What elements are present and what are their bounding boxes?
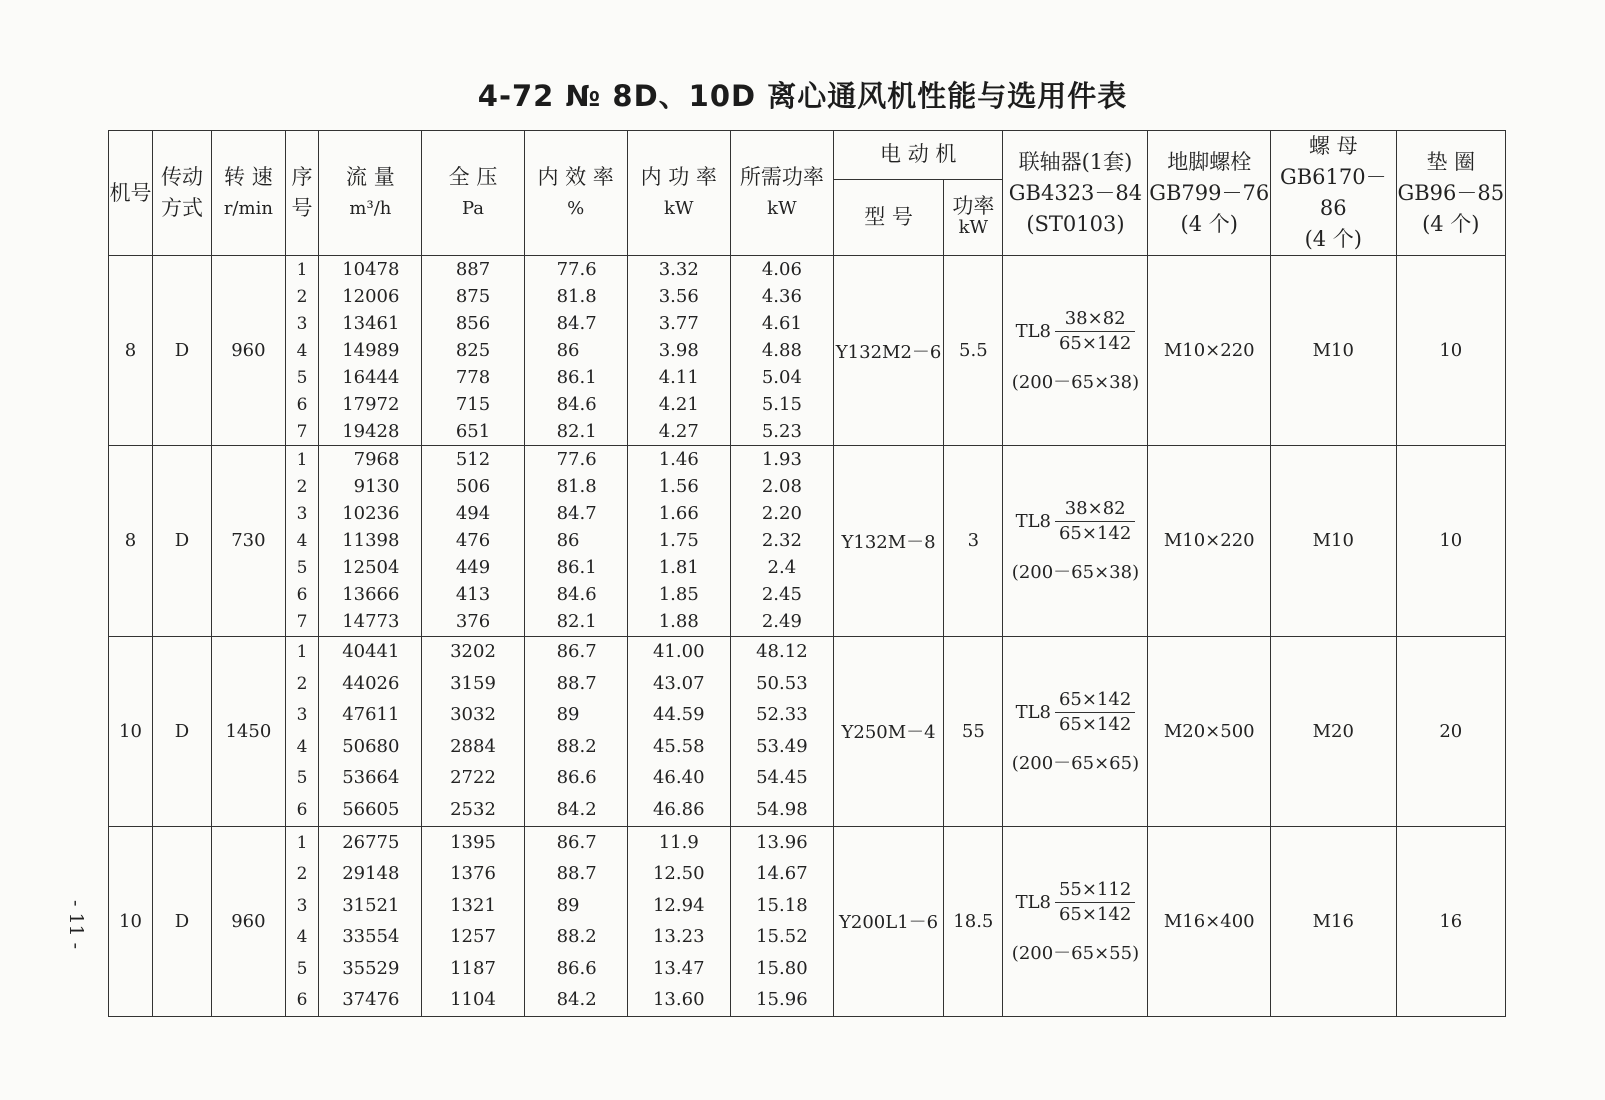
cell-power-value: 1.66 xyxy=(658,502,699,524)
cell-flow xyxy=(319,446,422,636)
cell-anchor-bolt xyxy=(1148,636,1271,826)
header-speed: 转 速 r/min xyxy=(212,131,286,256)
cell-required-power-value: 4.61 xyxy=(761,312,802,334)
cell-seq-value: 3 xyxy=(296,895,308,916)
cell-drive-value: D xyxy=(174,340,190,362)
cell-coupling xyxy=(1003,446,1148,636)
cell-seq xyxy=(285,446,319,636)
header-nut: 螺 母 GB6170－86 (4 个) xyxy=(1270,131,1396,256)
cell-flow xyxy=(319,256,422,446)
cell-pressure-value: 2884 xyxy=(450,735,496,757)
cell-power-value: 11.9 xyxy=(658,831,699,853)
cell-required-power xyxy=(730,446,833,636)
table-row xyxy=(109,446,1506,636)
coupling-type: TL8 xyxy=(1015,891,1051,913)
cell-seq xyxy=(285,636,319,826)
cell-efficiency-value: 88.2 xyxy=(556,735,597,757)
cell-flow-value: 14773 xyxy=(342,610,400,632)
cell-nut xyxy=(1270,256,1396,446)
cell-required-power-value: 2.45 xyxy=(761,583,802,605)
cell-power-value: 43.07 xyxy=(652,672,705,694)
cell-power-value: 13.47 xyxy=(652,957,705,979)
cell-pressure-value: 887 xyxy=(455,258,491,280)
cell-pressure-value: 1104 xyxy=(450,989,496,1011)
cell-nut xyxy=(1270,636,1396,826)
cell-power-value: 1.85 xyxy=(658,583,699,605)
header-motor-model: 型 号 xyxy=(833,179,943,255)
cell-flow-value: 19428 xyxy=(342,420,400,442)
cell-seq-value: 7 xyxy=(296,421,308,442)
cell-efficiency-value: 86 xyxy=(556,529,580,551)
cell-flow-value: 56605 xyxy=(342,798,400,820)
cell-coupling xyxy=(1003,256,1148,446)
cell-anchor-bolt-value: M10×220 xyxy=(1163,530,1255,552)
cell-efficiency-value: 86.1 xyxy=(556,556,597,578)
cell-motor-power-value: 55 xyxy=(961,720,985,742)
table-row xyxy=(109,256,1506,446)
cell-power-value: 1.46 xyxy=(658,448,699,470)
cell-pressure-value: 1395 xyxy=(450,831,496,853)
cell-required-power-value: 15.52 xyxy=(756,926,808,948)
cell-machine-no-value: 8 xyxy=(124,340,137,362)
cell-motor-model-value: Y132M2－6 xyxy=(835,341,942,363)
cell-motor-model xyxy=(833,636,943,826)
cell-motor-model-value: Y132M－8 xyxy=(841,531,936,553)
cell-flow-value: 9130 xyxy=(353,475,400,497)
coupling-type: TL8 xyxy=(1015,701,1051,723)
cell-seq-value: 6 xyxy=(296,394,308,415)
cell-drive xyxy=(152,256,211,446)
cell-pressure xyxy=(422,826,524,1016)
cell-power-value: 12.94 xyxy=(652,894,705,916)
cell-required-power-value: 13.96 xyxy=(756,831,808,853)
cell-motor-power xyxy=(944,446,1003,636)
header-flow: 流 量 m³/h xyxy=(319,131,422,256)
header-coupling: 联轴器(1套) GB4323－84 (ST0103) xyxy=(1003,131,1148,256)
cell-drive-value: D xyxy=(174,720,190,742)
cell-required-power-value: 5.23 xyxy=(761,420,802,442)
cell-motor-model xyxy=(833,256,943,446)
cell-motor-model-value: Y250M－4 xyxy=(841,722,936,744)
cell-required-power-value: 4.36 xyxy=(761,285,802,307)
cell-required-power-value: 5.15 xyxy=(761,393,802,415)
cell-pressure-value: 449 xyxy=(455,556,491,578)
coupling-extra: (200－65×65) xyxy=(1011,752,1140,774)
cell-power-value: 3.56 xyxy=(658,285,699,307)
cell-seq-value: 2 xyxy=(296,286,308,307)
cell-required-power-value: 54.45 xyxy=(756,767,808,789)
cell-efficiency xyxy=(524,826,627,1016)
cell-pressure-value: 413 xyxy=(455,583,491,605)
cell-power-value: 46.86 xyxy=(652,798,705,820)
coupling-denominator: 65×142 xyxy=(1058,713,1132,735)
cell-pressure-value: 778 xyxy=(455,366,491,388)
cell-power-value: 1.88 xyxy=(658,610,699,632)
page-title: 4-72 № 8D、10D 离心通风机性能与选用件表 xyxy=(477,79,1128,113)
cell-speed xyxy=(212,636,286,826)
cell-flow-value: 33554 xyxy=(342,926,400,948)
cell-efficiency-value: 86.7 xyxy=(556,831,597,853)
cell-required-power xyxy=(730,256,833,446)
cell-washer xyxy=(1396,256,1505,446)
cell-efficiency xyxy=(524,446,627,636)
cell-efficiency-value: 86.7 xyxy=(556,641,597,663)
cell-pressure-value: 494 xyxy=(455,502,491,524)
cell-motor-power xyxy=(944,256,1003,446)
cell-efficiency-value: 84.6 xyxy=(556,393,597,415)
cell-motor-power-value: 18.5 xyxy=(953,910,994,932)
cell-washer xyxy=(1396,636,1505,826)
cell-pressure-value: 506 xyxy=(455,475,491,497)
cell-efficiency-value: 86.6 xyxy=(556,957,597,979)
cell-speed-value: 960 xyxy=(231,910,266,932)
cell-seq-value: 1 xyxy=(296,449,308,470)
cell-speed-value: 1450 xyxy=(225,720,272,742)
cell-power xyxy=(627,636,730,826)
cell-power xyxy=(627,256,730,446)
cell-motor-model xyxy=(833,826,943,1016)
cell-seq-value: 2 xyxy=(296,864,308,885)
cell-flow-value: 11398 xyxy=(342,529,400,551)
coupling-fraction xyxy=(1055,497,1135,546)
cell-coupling xyxy=(1003,636,1148,826)
cell-power-value: 1.56 xyxy=(658,475,699,497)
cell-flow-value: 37476 xyxy=(342,989,400,1011)
cell-drive-value: D xyxy=(174,530,190,552)
cell-seq-value: 1 xyxy=(296,832,308,853)
cell-flow-value: 35529 xyxy=(342,957,400,979)
cell-seq-value: 6 xyxy=(296,799,308,820)
header-motor: 电 动 机 xyxy=(833,131,1003,180)
cell-speed xyxy=(212,826,286,1016)
cell-washer-value: 10 xyxy=(1439,340,1463,362)
cell-nut-value: M10 xyxy=(1312,340,1354,362)
cell-required-power-value: 2.4 xyxy=(767,556,797,578)
cell-efficiency-value: 77.6 xyxy=(556,448,597,470)
cell-washer xyxy=(1396,446,1505,636)
cell-pressure-value: 875 xyxy=(455,285,491,307)
cell-efficiency-value: 86.1 xyxy=(556,366,597,388)
cell-machine-no-value: 10 xyxy=(119,910,142,932)
cell-pressure-value: 651 xyxy=(455,420,491,442)
cell-required-power-value: 5.04 xyxy=(761,366,802,388)
cell-nut-value: M16 xyxy=(1312,910,1354,932)
cell-drive xyxy=(152,446,211,636)
header-power: 内 功 率 kW xyxy=(627,131,730,256)
cell-required-power-value: 4.88 xyxy=(761,339,802,361)
cell-pressure-value: 1321 xyxy=(450,894,496,916)
cell-power-value: 1.75 xyxy=(658,529,699,551)
header-washer: 垫 圈 GB96－85 (4 个) xyxy=(1396,131,1505,256)
cell-seq-value: 4 xyxy=(296,736,308,757)
cell-flow-value: 50680 xyxy=(342,735,400,757)
coupling-type: TL8 xyxy=(1015,511,1051,533)
cell-power xyxy=(627,446,730,636)
cell-seq xyxy=(285,256,319,446)
coupling-numerator: 38×82 xyxy=(1055,497,1135,522)
cell-speed xyxy=(212,256,286,446)
cell-flow xyxy=(319,826,422,1016)
cell-seq-value: 2 xyxy=(296,476,308,497)
cell-power-value: 4.11 xyxy=(658,366,699,388)
cell-power-value: 3.98 xyxy=(658,339,699,361)
cell-nut-value: M10 xyxy=(1312,530,1354,552)
cell-pressure xyxy=(422,256,524,446)
coupling-fraction xyxy=(1055,688,1135,737)
coupling-numerator: 55×112 xyxy=(1055,878,1135,903)
cell-speed-value: 960 xyxy=(231,340,266,362)
cell-anchor-bolt xyxy=(1148,256,1271,446)
cell-flow-value: 14989 xyxy=(342,339,400,361)
cell-efficiency-value: 88.7 xyxy=(556,863,597,885)
cell-required-power-value: 50.53 xyxy=(756,672,808,694)
coupling-extra: (200－65×55) xyxy=(1011,942,1140,964)
cell-power-value: 12.50 xyxy=(652,863,705,885)
cell-efficiency-value: 84.2 xyxy=(556,798,597,820)
cell-flow-value: 13666 xyxy=(342,583,400,605)
cell-efficiency xyxy=(524,256,627,446)
cell-required-power-value: 48.12 xyxy=(756,641,808,663)
cell-power-value: 4.21 xyxy=(658,393,699,415)
cell-flow-value: 12006 xyxy=(342,285,400,307)
cell-washer xyxy=(1396,826,1505,1016)
cell-efficiency-value: 84.7 xyxy=(556,502,597,524)
cell-required-power-value: 2.08 xyxy=(761,475,802,497)
cell-flow-value: 47611 xyxy=(342,704,400,726)
coupling-fraction xyxy=(1055,307,1135,356)
cell-washer-value: 16 xyxy=(1439,910,1463,932)
cell-pressure-value: 856 xyxy=(455,312,491,334)
coupling-numerator: 65×142 xyxy=(1055,688,1135,713)
cell-pressure-value: 476 xyxy=(455,529,491,551)
cell-anchor-bolt-value: M16×400 xyxy=(1163,910,1255,932)
cell-flow-value: 44026 xyxy=(342,672,400,694)
cell-speed-value: 730 xyxy=(231,530,266,552)
cell-coupling xyxy=(1003,826,1148,1016)
cell-flow-value: 13461 xyxy=(342,312,400,334)
cell-power-value: 46.40 xyxy=(652,767,705,789)
cell-required-power-value: 52.33 xyxy=(756,704,808,726)
cell-pressure-value: 376 xyxy=(455,610,491,632)
cell-washer-value: 20 xyxy=(1439,720,1463,742)
cell-anchor-bolt xyxy=(1148,446,1271,636)
cell-motor-power-value: 3 xyxy=(967,530,980,552)
cell-power-value: 3.77 xyxy=(658,312,699,334)
cell-required-power-value: 54.98 xyxy=(756,798,808,820)
cell-pressure-value: 2532 xyxy=(450,798,496,820)
cell-seq-value: 3 xyxy=(296,503,308,524)
cell-seq xyxy=(285,826,319,1016)
cell-seq-value: 5 xyxy=(296,367,308,388)
cell-speed xyxy=(212,446,286,636)
cell-anchor-bolt xyxy=(1148,826,1271,1016)
cell-seq-value: 5 xyxy=(296,958,308,979)
cell-seq-value: 2 xyxy=(296,673,308,694)
cell-seq-value: 7 xyxy=(296,611,308,632)
header-machine-no: 机号 xyxy=(109,131,153,256)
table-row xyxy=(109,826,1506,1016)
cell-pressure xyxy=(422,636,524,826)
cell-pressure-value: 3032 xyxy=(450,704,496,726)
cell-flow-value: 53664 xyxy=(342,767,400,789)
header-required-power: 所需功率 kW xyxy=(730,131,833,256)
cell-efficiency-value: 88.2 xyxy=(556,926,597,948)
cell-machine-no xyxy=(109,636,153,826)
cell-efficiency-value: 86.6 xyxy=(556,767,597,789)
cell-required-power-value: 15.96 xyxy=(756,989,808,1011)
cell-power-value: 41.00 xyxy=(652,641,705,663)
cell-drive xyxy=(152,826,211,1016)
coupling-extra: (200－65×38) xyxy=(1011,372,1140,394)
cell-flow-value: 7968 xyxy=(353,448,400,470)
page-number: - 11 - xyxy=(65,900,87,950)
coupling-fraction xyxy=(1055,878,1135,927)
cell-required-power-value: 2.49 xyxy=(761,610,802,632)
cell-motor-model-value: Y200L1－6 xyxy=(839,912,939,934)
cell-flow-value: 29148 xyxy=(342,863,400,885)
cell-pressure-value: 715 xyxy=(455,393,491,415)
cell-seq-value: 5 xyxy=(296,768,308,789)
cell-seq-value: 6 xyxy=(296,990,308,1011)
coupling-denominator: 65×142 xyxy=(1058,333,1132,355)
cell-machine-no xyxy=(109,446,153,636)
cell-flow-value: 17972 xyxy=(342,393,400,415)
cell-power-value: 1.81 xyxy=(658,556,699,578)
cell-pressure-value: 512 xyxy=(455,448,491,470)
cell-flow-value: 26775 xyxy=(342,831,400,853)
cell-required-power-value: 2.32 xyxy=(761,529,802,551)
cell-power-value: 3.32 xyxy=(658,258,699,280)
cell-efficiency xyxy=(524,636,627,826)
cell-seq-value: 1 xyxy=(296,642,308,663)
cell-required-power-value: 15.80 xyxy=(756,957,808,979)
cell-power-value: 44.59 xyxy=(652,704,705,726)
cell-required-power xyxy=(730,636,833,826)
cell-flow-value: 10236 xyxy=(342,502,400,524)
cell-seq-value: 4 xyxy=(296,340,308,361)
cell-efficiency-value: 77.6 xyxy=(556,258,597,280)
cell-pressure-value: 1376 xyxy=(450,863,496,885)
cell-motor-power xyxy=(944,636,1003,826)
cell-pressure-value: 2722 xyxy=(450,767,496,789)
cell-nut xyxy=(1270,826,1396,1016)
cell-required-power-value: 15.18 xyxy=(756,894,808,916)
cell-efficiency-value: 84.7 xyxy=(556,312,597,334)
cell-efficiency-value: 81.8 xyxy=(556,475,597,497)
cell-seq-value: 4 xyxy=(296,927,308,948)
header-pressure: 全 压 Pa xyxy=(422,131,524,256)
cell-required-power-value: 4.06 xyxy=(761,258,802,280)
cell-pressure-value: 3159 xyxy=(450,672,496,694)
cell-required-power-value: 1.93 xyxy=(761,448,802,470)
cell-drive-value: D xyxy=(174,910,190,932)
cell-required-power-value: 14.67 xyxy=(756,863,808,885)
cell-machine-no xyxy=(109,256,153,446)
cell-required-power xyxy=(730,826,833,1016)
coupling-type: TL8 xyxy=(1015,321,1051,343)
cell-pressure xyxy=(422,446,524,636)
cell-efficiency-value: 84.2 xyxy=(556,989,597,1011)
cell-efficiency-value: 84.6 xyxy=(556,583,597,605)
cell-pressure-value: 1187 xyxy=(450,957,496,979)
cell-required-power-value: 53.49 xyxy=(756,735,808,757)
cell-efficiency-value: 86 xyxy=(556,339,580,361)
cell-seq-value: 6 xyxy=(296,584,308,605)
header-efficiency: 内 效 率 % xyxy=(524,131,627,256)
header-anchor-bolt: 地脚螺栓 GB799－76 (4 个) xyxy=(1148,131,1271,256)
cell-motor-model xyxy=(833,446,943,636)
header-drive: 传动方式 xyxy=(152,131,211,256)
cell-nut xyxy=(1270,446,1396,636)
header-motor-power: 功率 kW xyxy=(944,179,1003,255)
cell-washer-value: 10 xyxy=(1439,530,1463,552)
cell-efficiency-value: 82.1 xyxy=(556,610,597,632)
cell-flow-value: 16444 xyxy=(342,366,400,388)
coupling-numerator: 38×82 xyxy=(1055,307,1135,332)
coupling-denominator: 65×142 xyxy=(1058,523,1132,545)
cell-power-value: 45.58 xyxy=(652,735,705,757)
cell-seq-value: 3 xyxy=(296,705,308,726)
cell-power xyxy=(627,826,730,1016)
cell-motor-power xyxy=(944,826,1003,1016)
cell-seq-value: 1 xyxy=(296,259,308,280)
cell-anchor-bolt-value: M10×220 xyxy=(1163,340,1255,362)
cell-efficiency-value: 89 xyxy=(556,704,580,726)
header-seq: 序号 xyxy=(285,131,319,256)
cell-anchor-bolt-value: M20×500 xyxy=(1163,720,1255,742)
cell-flow-value: 40441 xyxy=(342,641,400,663)
cell-efficiency-value: 89 xyxy=(556,894,580,916)
cell-required-power-value: 2.20 xyxy=(761,502,802,524)
cell-seq-value: 5 xyxy=(296,557,308,578)
cell-nut-value: M20 xyxy=(1312,720,1354,742)
cell-seq-value: 3 xyxy=(296,313,308,334)
cell-flow-value: 12504 xyxy=(342,556,400,578)
cell-efficiency-value: 81.8 xyxy=(556,285,597,307)
table-row xyxy=(109,636,1506,826)
cell-power-value: 13.23 xyxy=(652,926,705,948)
cell-power-value: 4.27 xyxy=(658,420,699,442)
cell-machine-no-value: 10 xyxy=(119,720,142,742)
cell-motor-power-value: 5.5 xyxy=(959,340,988,362)
cell-drive xyxy=(152,636,211,826)
cell-flow-value: 31521 xyxy=(342,894,400,916)
coupling-denominator: 65×142 xyxy=(1058,903,1132,925)
cell-seq-value: 4 xyxy=(296,530,308,551)
cell-efficiency-value: 82.1 xyxy=(556,420,597,442)
cell-flow xyxy=(319,636,422,826)
cell-pressure-value: 3202 xyxy=(450,641,496,663)
cell-flow-value: 10478 xyxy=(342,258,400,280)
cell-efficiency-value: 88.7 xyxy=(556,672,597,694)
cell-power-value: 13.60 xyxy=(652,989,705,1011)
performance-table xyxy=(108,130,1506,1017)
cell-machine-no-value: 8 xyxy=(124,530,137,552)
cell-pressure-value: 825 xyxy=(455,339,491,361)
cell-pressure-value: 1257 xyxy=(450,926,496,948)
coupling-extra: (200－65×38) xyxy=(1011,562,1140,584)
